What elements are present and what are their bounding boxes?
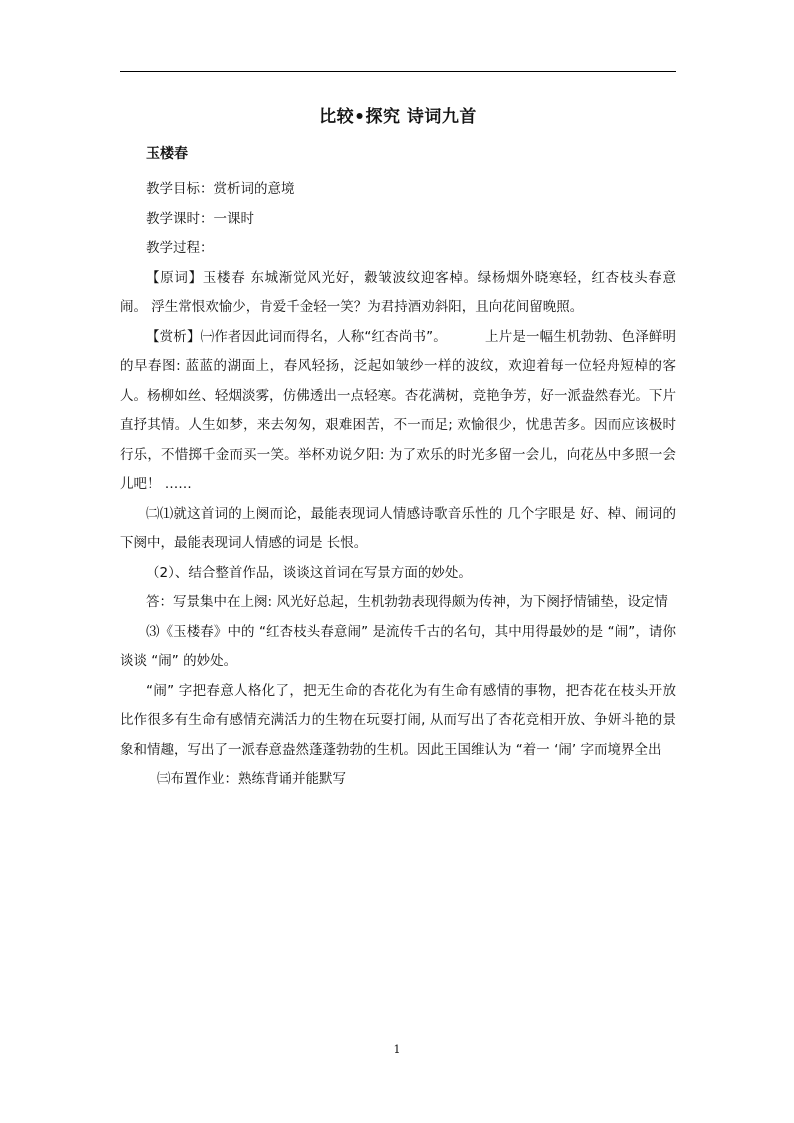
- document-title: 比较•探究 诗词九首: [319, 107, 477, 127]
- homework: ㈢布置作业：熟练背诵并能默写: [157, 771, 346, 787]
- question-2: （2）、结合整首作品，谈谈这首词在写景方面的妙处。: [146, 564, 472, 581]
- teaching-process-label: 教学过程：: [146, 240, 214, 256]
- answer-2: 答：写景集中在上阕: 风光好总起，生机勃勃表现得颇为传神，为下阕抒情铺垫，设定情: [146, 594, 668, 610]
- question-1: ㈡⑴就这首词的上阕而论，最能表现词人情感诗歌音乐性的 几个字眼是 好、棹、闹词的下阕中，最能表现词人情感的词是 长恨。: [120, 505, 676, 551]
- analysis-paragraph: [120, 323, 676, 500]
- page-number: 1: [393, 1043, 401, 1056]
- analysis-body: 上片是一幅生机勃勃、色泽鲜明的早春图: 蓝蓝的湖面上，春风轻扬，泛起如皱纱一样的波纹，欢迎着每一位轻舟短棹的客人。杨柳如丝、轻烟淡雾，仿佛透出一点轻寒。杏花满树，竞艳争芳，好一派盎然春光。下片直抒其情。人生如梦，来去匆匆，艰难困苦，不一而足; 欢愉很少，忧患苦多。因而应该极时行乐，不惜掷千金而买一笑。举杯劝说夕阳: 为了欢乐的时光多留一会儿，向花丛中多照一会儿吧！ ……: [120, 328, 676, 492]
- question-3: ⑶《玉楼春》中的 “红杏枝头春意闹” 是流传千古的名句，其中用得最妙的是 “闹”，请你谈谈 “闹” 的妙处。: [120, 623, 676, 669]
- analysis-lead: 【赏析】㈠作者因此词而得名，人称“红杏尚书”。: [146, 328, 447, 345]
- teaching-period: 教学课时：一课时: [146, 210, 254, 227]
- section-heading: 玉楼春: [146, 146, 188, 162]
- header-rule: [120, 71, 676, 72]
- document-body: [120, 103, 676, 795]
- original-poem-paragraph: 【原词】玉楼春 东城渐觉风光好，縠皱波纹迎客棹。绿杨烟外晓寒轻，红杏枝头春意闹。 浮生常恨欢愉少，肯爱千金轻一笑？为君持酒劝斜阳，且向花间留晚照。: [120, 269, 676, 315]
- teaching-objective: 教学目标：赏析词的意境: [146, 181, 295, 197]
- answer-3: “闹” 字把春意人格化了，把无生命的杏花化为有生命有感情的事物，把杏花在枝头开放比作很多有生命有感情充满活力的生物在玩耍打闹, 从而写出了杏花竞相开放、争妍斗艳的景象和情趣，写出了一派春意盎然蓬蓬勃勃的生机。因此王国维认为 “着一 ‘闹’ 字而境界全出: [120, 682, 676, 758]
